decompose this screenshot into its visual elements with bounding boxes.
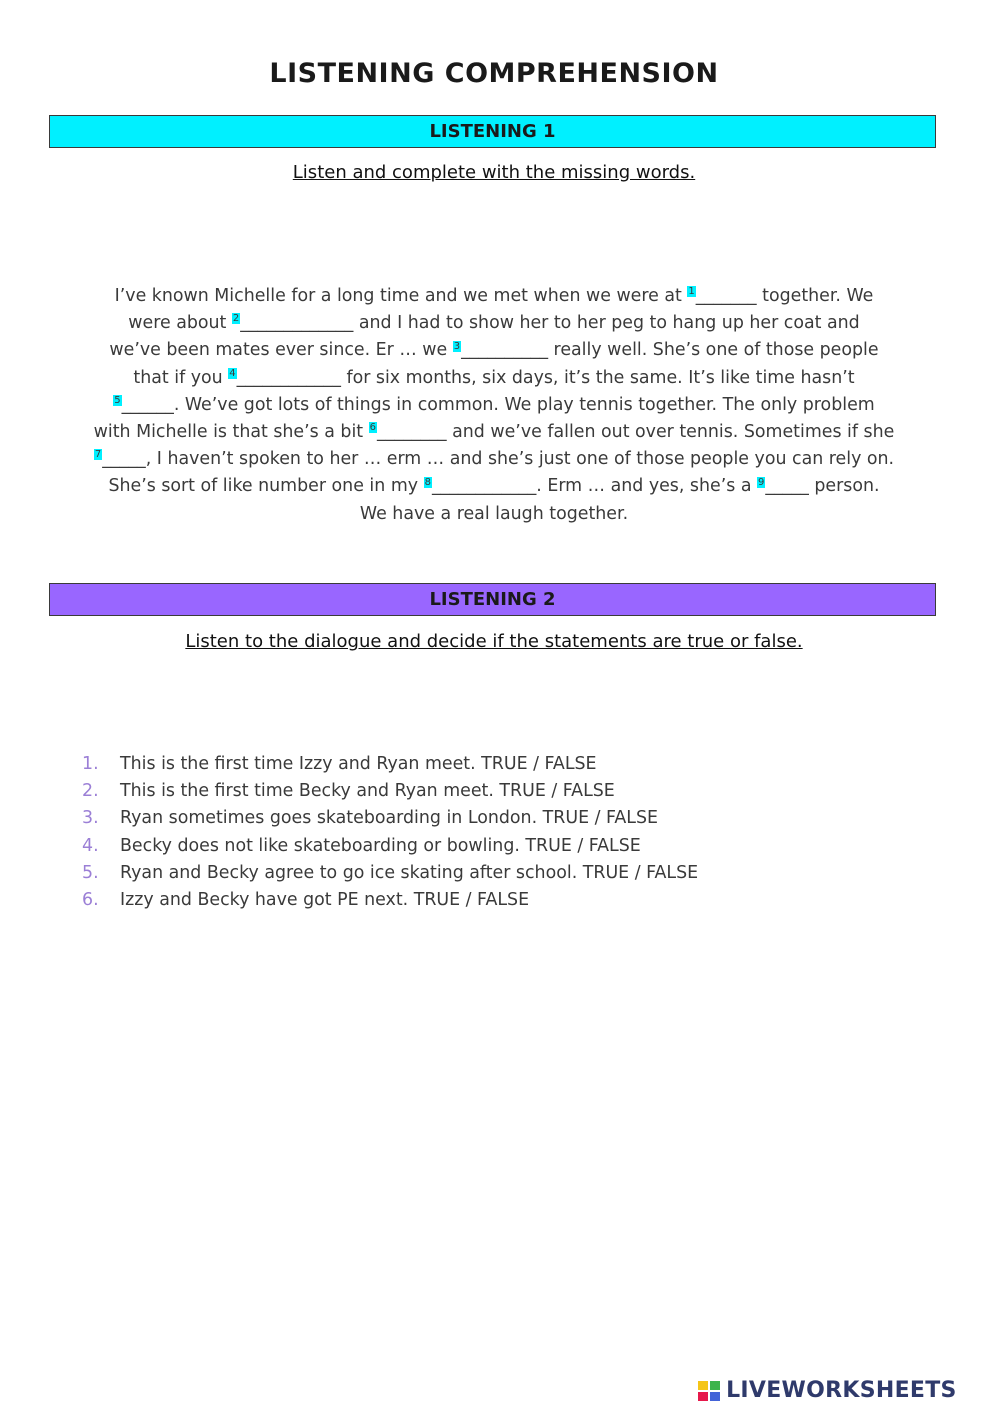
gap-number-8: 8 — [424, 476, 431, 488]
liveworksheets-logo-icon — [697, 1379, 721, 1403]
passage-text: She’s sort of like number one in my — [108, 476, 424, 497]
statement-number: 2. — [82, 781, 99, 802]
statement-list — [82, 751, 698, 914]
gap-number-1: 1 — [688, 286, 695, 298]
statement-number: 1. — [82, 754, 99, 774]
passage-text: we’ve been mates ever since. Er … we — [109, 340, 453, 361]
brand-name: LIVEWORKSHEETS — [726, 1378, 957, 1403]
statement-number: 5. — [82, 862, 99, 883]
statement-text: Becky does not like skateboarding or bowling. TRUE / FALSE — [120, 835, 641, 856]
gap-number-7: 7 — [94, 449, 102, 461]
passage-text: were about — [128, 313, 232, 334]
page-title: LISTENING COMPREHENSION — [269, 58, 719, 89]
statement-item — [82, 751, 698, 778]
passage-line — [55, 501, 933, 528]
passage-line — [55, 337, 933, 364]
statement-number: 4. — [82, 835, 99, 856]
passage-text: _____________ and I had to show her to her peg to hang up her coat and — [240, 313, 860, 334]
passage-text: We have a real laugh together. — [359, 503, 629, 524]
statement-item — [82, 805, 698, 832]
statement-text: Ryan and Becky agree to go ice skating after school. TRUE / FALSE — [120, 862, 699, 883]
passage-text: ____________. Erm … and yes, she’s a — [431, 476, 758, 497]
passage-text: ________ and we’ve fallen out over tennis. Sometimes if she — [377, 422, 895, 443]
gap-number-4: 4 — [229, 367, 236, 379]
liveworksheets-brand — [697, 1378, 957, 1408]
statement-text: This is the first time Becky and Ryan meet. TRUE / FALSE — [120, 781, 615, 802]
statement-number: 6. — [82, 890, 99, 911]
statement-item — [82, 887, 698, 914]
statement-number: 3. — [82, 808, 99, 829]
passage-text: _____ person. — [765, 476, 880, 497]
listening-1-passage — [55, 283, 933, 528]
passage-line — [55, 310, 933, 337]
gap-number-3: 3 — [453, 340, 461, 352]
passage-text: ____________ for six months, six days, it’s the same. It’s like time hasn’t — [236, 367, 855, 388]
passage-line — [55, 365, 933, 392]
passage-line — [55, 283, 933, 310]
passage-line — [55, 473, 933, 500]
passage-text: __________ really well. She’s one of those people — [461, 340, 879, 361]
statement-text: This is the first time Izzy and Ryan meet. TRUE / FALSE — [120, 754, 597, 774]
statement-item — [82, 778, 698, 805]
passage-text: that if you — [133, 367, 229, 388]
passage-line — [55, 392, 933, 419]
gap-number-2: 2 — [232, 313, 240, 325]
passage-text: ______. We’ve got lots of things in common. We play tennis together. The only problem — [121, 394, 875, 415]
statement-item — [82, 860, 698, 887]
passage-line — [55, 419, 933, 446]
listening-1-header: LISTENING 1 — [49, 115, 936, 148]
gap-number-6: 6 — [369, 422, 377, 434]
gap-number-9: 9 — [758, 476, 765, 488]
passage-text: I’ve known Michelle for a long time and we met when we were at — [114, 286, 688, 306]
listening-2-instruction: Listen to the dialogue and decide if the statements are true or false. — [185, 631, 803, 652]
statement-item — [82, 833, 698, 860]
listening-2-header: LISTENING 2 — [49, 583, 936, 616]
passage-text: _____, I haven’t spoken to her … erm … and she’s just one of those people you can rely on. — [102, 449, 895, 470]
listening-1-instruction: Listen and complete with the missing words. — [292, 162, 696, 183]
passage-text: with Michelle is that she’s a bit — [93, 422, 369, 443]
statement-text: Izzy and Becky have got PE next. TRUE / FALSE — [120, 890, 530, 911]
statement-text: Ryan sometimes goes skateboarding in London. TRUE / FALSE — [120, 808, 658, 829]
passage-text: _______ together. We — [695, 286, 874, 306]
gap-number-5: 5 — [114, 395, 121, 407]
passage-line — [55, 446, 933, 473]
